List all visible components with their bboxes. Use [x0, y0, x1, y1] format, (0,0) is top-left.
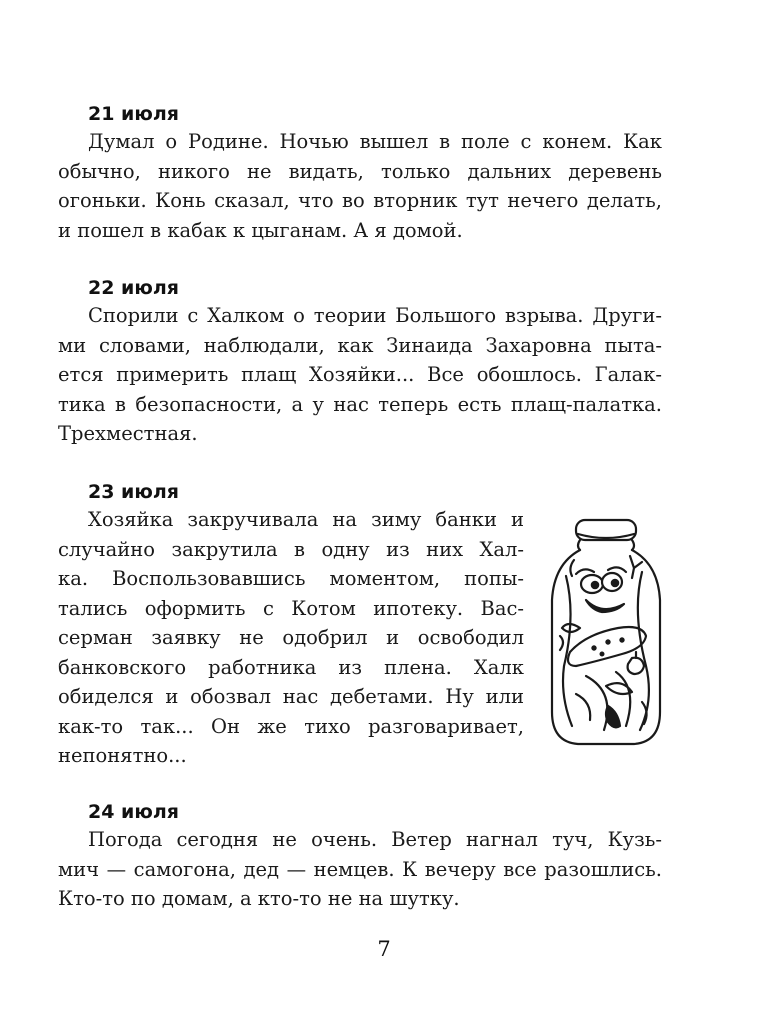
entry-date: 22 июля: [88, 277, 179, 299]
text-line: ми словами, наблюдали, как Зинаида Захаровна пыта-: [58, 333, 662, 357]
pickle-jar-illustration: [546, 516, 666, 752]
text-line: Кто-то по домам, а кто-то не на шутку.: [58, 887, 460, 910]
text-line: ется примерить плащ Хозяйки... Все обошлось. Галак-: [58, 363, 662, 386]
text-line: и пошел в кабак к цыганам. А я домой.: [58, 218, 463, 242]
text-line: Спорили с Халком о теории Большого взрыва. Други-: [88, 304, 662, 327]
text-line: тика в безопасности, а у нас теперь есть плащ-палатка.: [58, 392, 662, 416]
text-line: случайно закрутила в одну из них Хал-: [58, 537, 524, 561]
text-line: обиделся и обозвал нас дебетами. Ну или: [58, 685, 524, 708]
text-line: мич — самогона, дед — немцев. К вечеру все разошлись.: [58, 857, 662, 881]
entry-date: 23 июля: [88, 481, 179, 503]
text-line: обычно, никого не видать, только дальних деревень: [58, 159, 662, 183]
text-line: Думал о Родине. Ночью вышел в поле с конем. Как: [88, 130, 662, 153]
text-line: огоньки. Конь сказал, что во вторник тут нечего делать,: [58, 189, 662, 212]
entry-paragraph: [58, 825, 662, 914]
text-line: как-то так... Он же тихо разговаривает,: [58, 714, 524, 738]
text-line: Трехместная.: [58, 422, 198, 445]
text-line: Погода сегодня не очень. Ветер нагнал туч, Кузь-: [88, 828, 662, 851]
text-line: Хозяйка закручивала на зиму банки и: [88, 508, 524, 531]
text-line: непонятно...: [58, 744, 187, 767]
text-line: тались оформить с Котом ипотеку. Вас-: [58, 596, 524, 620]
text-line: банковского работника из плена. Халк: [58, 655, 524, 679]
text-line: серман заявку не одобрил и освободил: [58, 626, 524, 649]
entry-date: 24 июля: [88, 801, 179, 823]
entry-paragraph: [58, 127, 662, 245]
entry-date: 21 июля: [88, 103, 179, 125]
entry-paragraph: [58, 301, 662, 449]
text-line: ка. Воспользовавшись моментом, попы-: [58, 567, 524, 590]
entry-paragraph: [58, 505, 524, 771]
page-number: 7: [377, 937, 391, 961]
